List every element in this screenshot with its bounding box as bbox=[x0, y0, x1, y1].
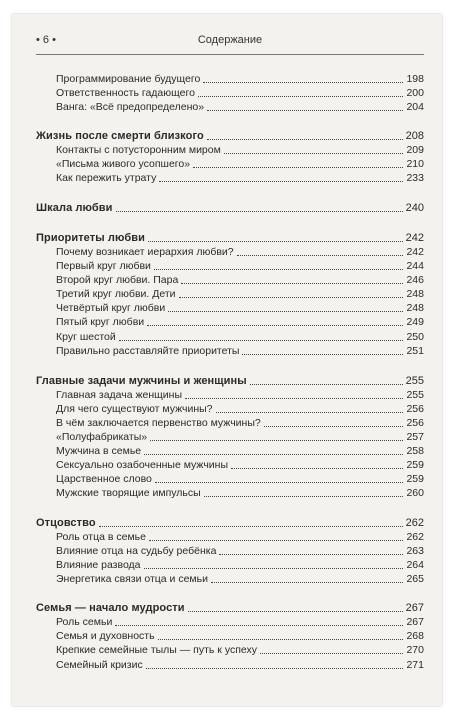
dot-leader bbox=[116, 211, 403, 212]
dot-leader bbox=[204, 496, 403, 497]
toc-entry-page: 256 bbox=[406, 403, 424, 415]
dot-leader bbox=[260, 653, 403, 654]
toc-entry-page: 264 bbox=[406, 559, 424, 571]
dot-leader bbox=[149, 540, 403, 541]
dot-leader bbox=[207, 139, 403, 140]
toc-entry bbox=[56, 272, 424, 286]
page-number: • 6 • bbox=[36, 34, 56, 46]
toc-entry bbox=[56, 156, 424, 170]
toc-entry bbox=[56, 401, 424, 415]
toc-entry-title: В чём заключается первенство мужчины? bbox=[56, 417, 261, 429]
toc-entry bbox=[56, 628, 424, 642]
dot-leader bbox=[219, 554, 403, 555]
toc-entry-title: Почему возникает иерархия любви? bbox=[56, 246, 234, 258]
toc-entry-page: 244 bbox=[406, 260, 424, 272]
toc-entry bbox=[56, 457, 424, 471]
toc-entry-title: Третий круг любви. Дети bbox=[56, 288, 176, 300]
toc-entry bbox=[56, 471, 424, 485]
dot-leader bbox=[147, 325, 403, 326]
dot-leader bbox=[203, 82, 403, 83]
dot-leader bbox=[115, 625, 403, 626]
toc-entry-title: Семья и духовность bbox=[56, 630, 155, 642]
dot-leader bbox=[250, 384, 403, 385]
dot-leader bbox=[150, 440, 403, 441]
toc-entry bbox=[56, 387, 424, 401]
dot-leader bbox=[158, 639, 403, 640]
toc-entry-title: Сексуально озабоченные мужчины bbox=[56, 459, 229, 471]
toc-entry bbox=[56, 71, 424, 85]
toc-entry bbox=[56, 614, 424, 628]
toc-entry-title: «Полуфабрикаты» bbox=[56, 431, 148, 443]
table-of-contents bbox=[12, 14, 442, 706]
toc-entry-page: 250 bbox=[406, 331, 424, 343]
dot-leader bbox=[179, 297, 404, 298]
dot-leader bbox=[211, 582, 403, 583]
toc-entry-title: Семья — начало мудрости bbox=[36, 602, 185, 614]
running-title: Содержание bbox=[197, 34, 263, 46]
toc-entry-page: 198 bbox=[406, 73, 424, 85]
toc-entry-title: Контакты с потусторонним миром bbox=[56, 144, 221, 156]
toc-entry-page: 248 bbox=[406, 288, 424, 300]
toc-entry-title: Крепкие семейные тылы — путь к успеху bbox=[56, 644, 257, 656]
toc-entry-page: 262 bbox=[406, 531, 424, 543]
toc-entry bbox=[56, 99, 424, 113]
toc-entry bbox=[56, 258, 424, 272]
toc-entry-page: 271 bbox=[406, 659, 424, 671]
toc-entry-page: 246 bbox=[406, 274, 424, 286]
toc-entry bbox=[56, 170, 424, 184]
toc-entry-title: Шкала любви bbox=[36, 202, 113, 214]
dot-leader bbox=[154, 269, 403, 270]
toc-entry-page: 249 bbox=[406, 316, 424, 328]
toc-entry bbox=[56, 642, 424, 656]
toc-entry bbox=[56, 485, 424, 499]
dot-leader bbox=[168, 311, 403, 312]
toc-entry-title: Круг шестой bbox=[56, 331, 116, 343]
dot-leader bbox=[231, 468, 403, 469]
toc-entry bbox=[56, 657, 424, 671]
toc-entry bbox=[56, 329, 424, 343]
toc-entry bbox=[56, 286, 424, 300]
toc-entry bbox=[56, 415, 424, 429]
toc-entry-title: Первый круг любви bbox=[56, 260, 151, 272]
toc-entry-page: 263 bbox=[406, 545, 424, 557]
toc-entry-page: 258 bbox=[406, 445, 424, 457]
toc-entry-page: 233 bbox=[406, 172, 424, 184]
toc-entry-page: 268 bbox=[406, 630, 424, 642]
toc-entry-title: Главная задача женщины bbox=[56, 389, 183, 401]
toc-section-entry bbox=[36, 600, 424, 614]
toc-entry-title: Роль отца в семье bbox=[56, 531, 146, 543]
toc-entry-page: 265 bbox=[406, 573, 424, 585]
toc-entry bbox=[56, 300, 424, 314]
toc-entry bbox=[56, 557, 424, 571]
dot-leader bbox=[99, 526, 403, 527]
toc-entry bbox=[56, 429, 424, 443]
toc-section-entry bbox=[36, 128, 424, 142]
toc-entry-title: Роль семьи bbox=[56, 616, 113, 628]
toc-section-entry bbox=[36, 373, 424, 387]
dot-leader bbox=[193, 167, 403, 168]
toc-entry-page: 240 bbox=[405, 202, 424, 214]
toc-entry-title: Ванга: «Всё предопределено» bbox=[56, 101, 205, 113]
dot-leader bbox=[264, 426, 403, 427]
toc-entry-title: Жизнь после смерти близкого bbox=[36, 130, 204, 142]
toc-entry bbox=[56, 85, 424, 99]
dot-leader bbox=[146, 668, 403, 669]
dot-leader bbox=[185, 398, 403, 399]
toc-entry-page: 259 bbox=[406, 459, 424, 471]
dot-leader bbox=[144, 454, 403, 455]
toc-entry-title: Второй круг любви. Пара bbox=[56, 274, 179, 286]
toc-entry-title: «Письма живого усопшего» bbox=[56, 158, 191, 170]
toc-entry-page: 256 bbox=[406, 417, 424, 429]
toc-entry-title: Влияние развода bbox=[56, 559, 141, 571]
book-page bbox=[12, 14, 442, 706]
toc-entry-title: Как пережить утрату bbox=[56, 172, 157, 184]
dot-leader bbox=[242, 354, 403, 355]
dot-leader bbox=[198, 96, 403, 97]
toc-entry-page: 259 bbox=[406, 473, 424, 485]
dot-leader bbox=[224, 153, 403, 154]
toc-entry-page: 242 bbox=[406, 246, 424, 258]
dot-leader bbox=[207, 110, 403, 111]
toc-entry-title: Семейный кризис bbox=[56, 659, 143, 671]
toc-entry-page: 260 bbox=[406, 487, 424, 499]
toc-entry bbox=[56, 343, 424, 357]
toc-entry-title: Приоритеты любви bbox=[36, 232, 145, 244]
toc-entry-page: 267 bbox=[406, 616, 424, 628]
toc-entry bbox=[56, 529, 424, 543]
toc-entry-title: Главные задачи мужчины и женщины bbox=[36, 375, 247, 387]
toc-entry bbox=[56, 142, 424, 156]
toc-entry-page: 200 bbox=[406, 87, 424, 99]
toc-entry-page: 251 bbox=[406, 345, 424, 357]
toc-entry-page: 204 bbox=[406, 101, 424, 113]
toc-entry-page: 210 bbox=[406, 158, 424, 170]
toc-entry bbox=[56, 244, 424, 258]
toc-entry-title: Для чего существуют мужчины? bbox=[56, 403, 213, 415]
dot-leader bbox=[119, 340, 403, 341]
toc-entry bbox=[56, 443, 424, 457]
toc-entry-title: Пятый круг любви bbox=[56, 316, 145, 328]
toc-entry-title: Энергетика связи отца и семьи bbox=[56, 573, 208, 585]
toc-entry-title: Правильно расставляйте приоритеты bbox=[56, 345, 240, 357]
toc-entry-title: Программирование будущего bbox=[56, 73, 201, 85]
toc-entry-title: Мужчина в семье bbox=[56, 445, 142, 457]
toc-entry-title: Мужские творящие импульсы bbox=[56, 487, 201, 499]
toc-entry bbox=[56, 571, 424, 585]
toc-entry-page: 255 bbox=[406, 389, 424, 401]
dot-leader bbox=[148, 241, 403, 242]
toc-section-entry bbox=[36, 515, 424, 529]
dot-leader bbox=[216, 412, 403, 413]
toc-entry bbox=[56, 314, 424, 328]
toc-entry-title: Ответственность гадающего bbox=[56, 87, 195, 99]
toc-entry-page: 208 bbox=[405, 130, 424, 142]
dot-leader bbox=[181, 283, 403, 284]
toc-entry-title: Отцовство bbox=[36, 517, 96, 529]
dot-leader bbox=[237, 255, 403, 256]
dot-leader bbox=[144, 568, 403, 569]
toc-entry-page: 255 bbox=[405, 375, 424, 387]
dot-leader bbox=[155, 482, 403, 483]
dot-leader bbox=[159, 181, 403, 182]
toc-entry-page: 209 bbox=[406, 144, 424, 156]
toc-entry-title: Царственное слово bbox=[56, 473, 152, 485]
toc-entry bbox=[56, 543, 424, 557]
toc-entry-page: 270 bbox=[406, 644, 424, 656]
toc-entry-page: 267 bbox=[405, 602, 424, 614]
toc-entry-title: Влияние отца на судьбу ребёнка bbox=[56, 545, 217, 557]
toc-entry-page: 257 bbox=[406, 431, 424, 443]
toc-entry-title: Четвёртый круг любви bbox=[56, 302, 166, 314]
toc-entry-page: 248 bbox=[406, 302, 424, 314]
toc-section-entry bbox=[36, 230, 424, 244]
toc-section-entry bbox=[36, 200, 424, 214]
dot-leader bbox=[188, 611, 403, 612]
toc-entry-page: 262 bbox=[405, 517, 424, 529]
toc-entry-page: 242 bbox=[405, 232, 424, 244]
